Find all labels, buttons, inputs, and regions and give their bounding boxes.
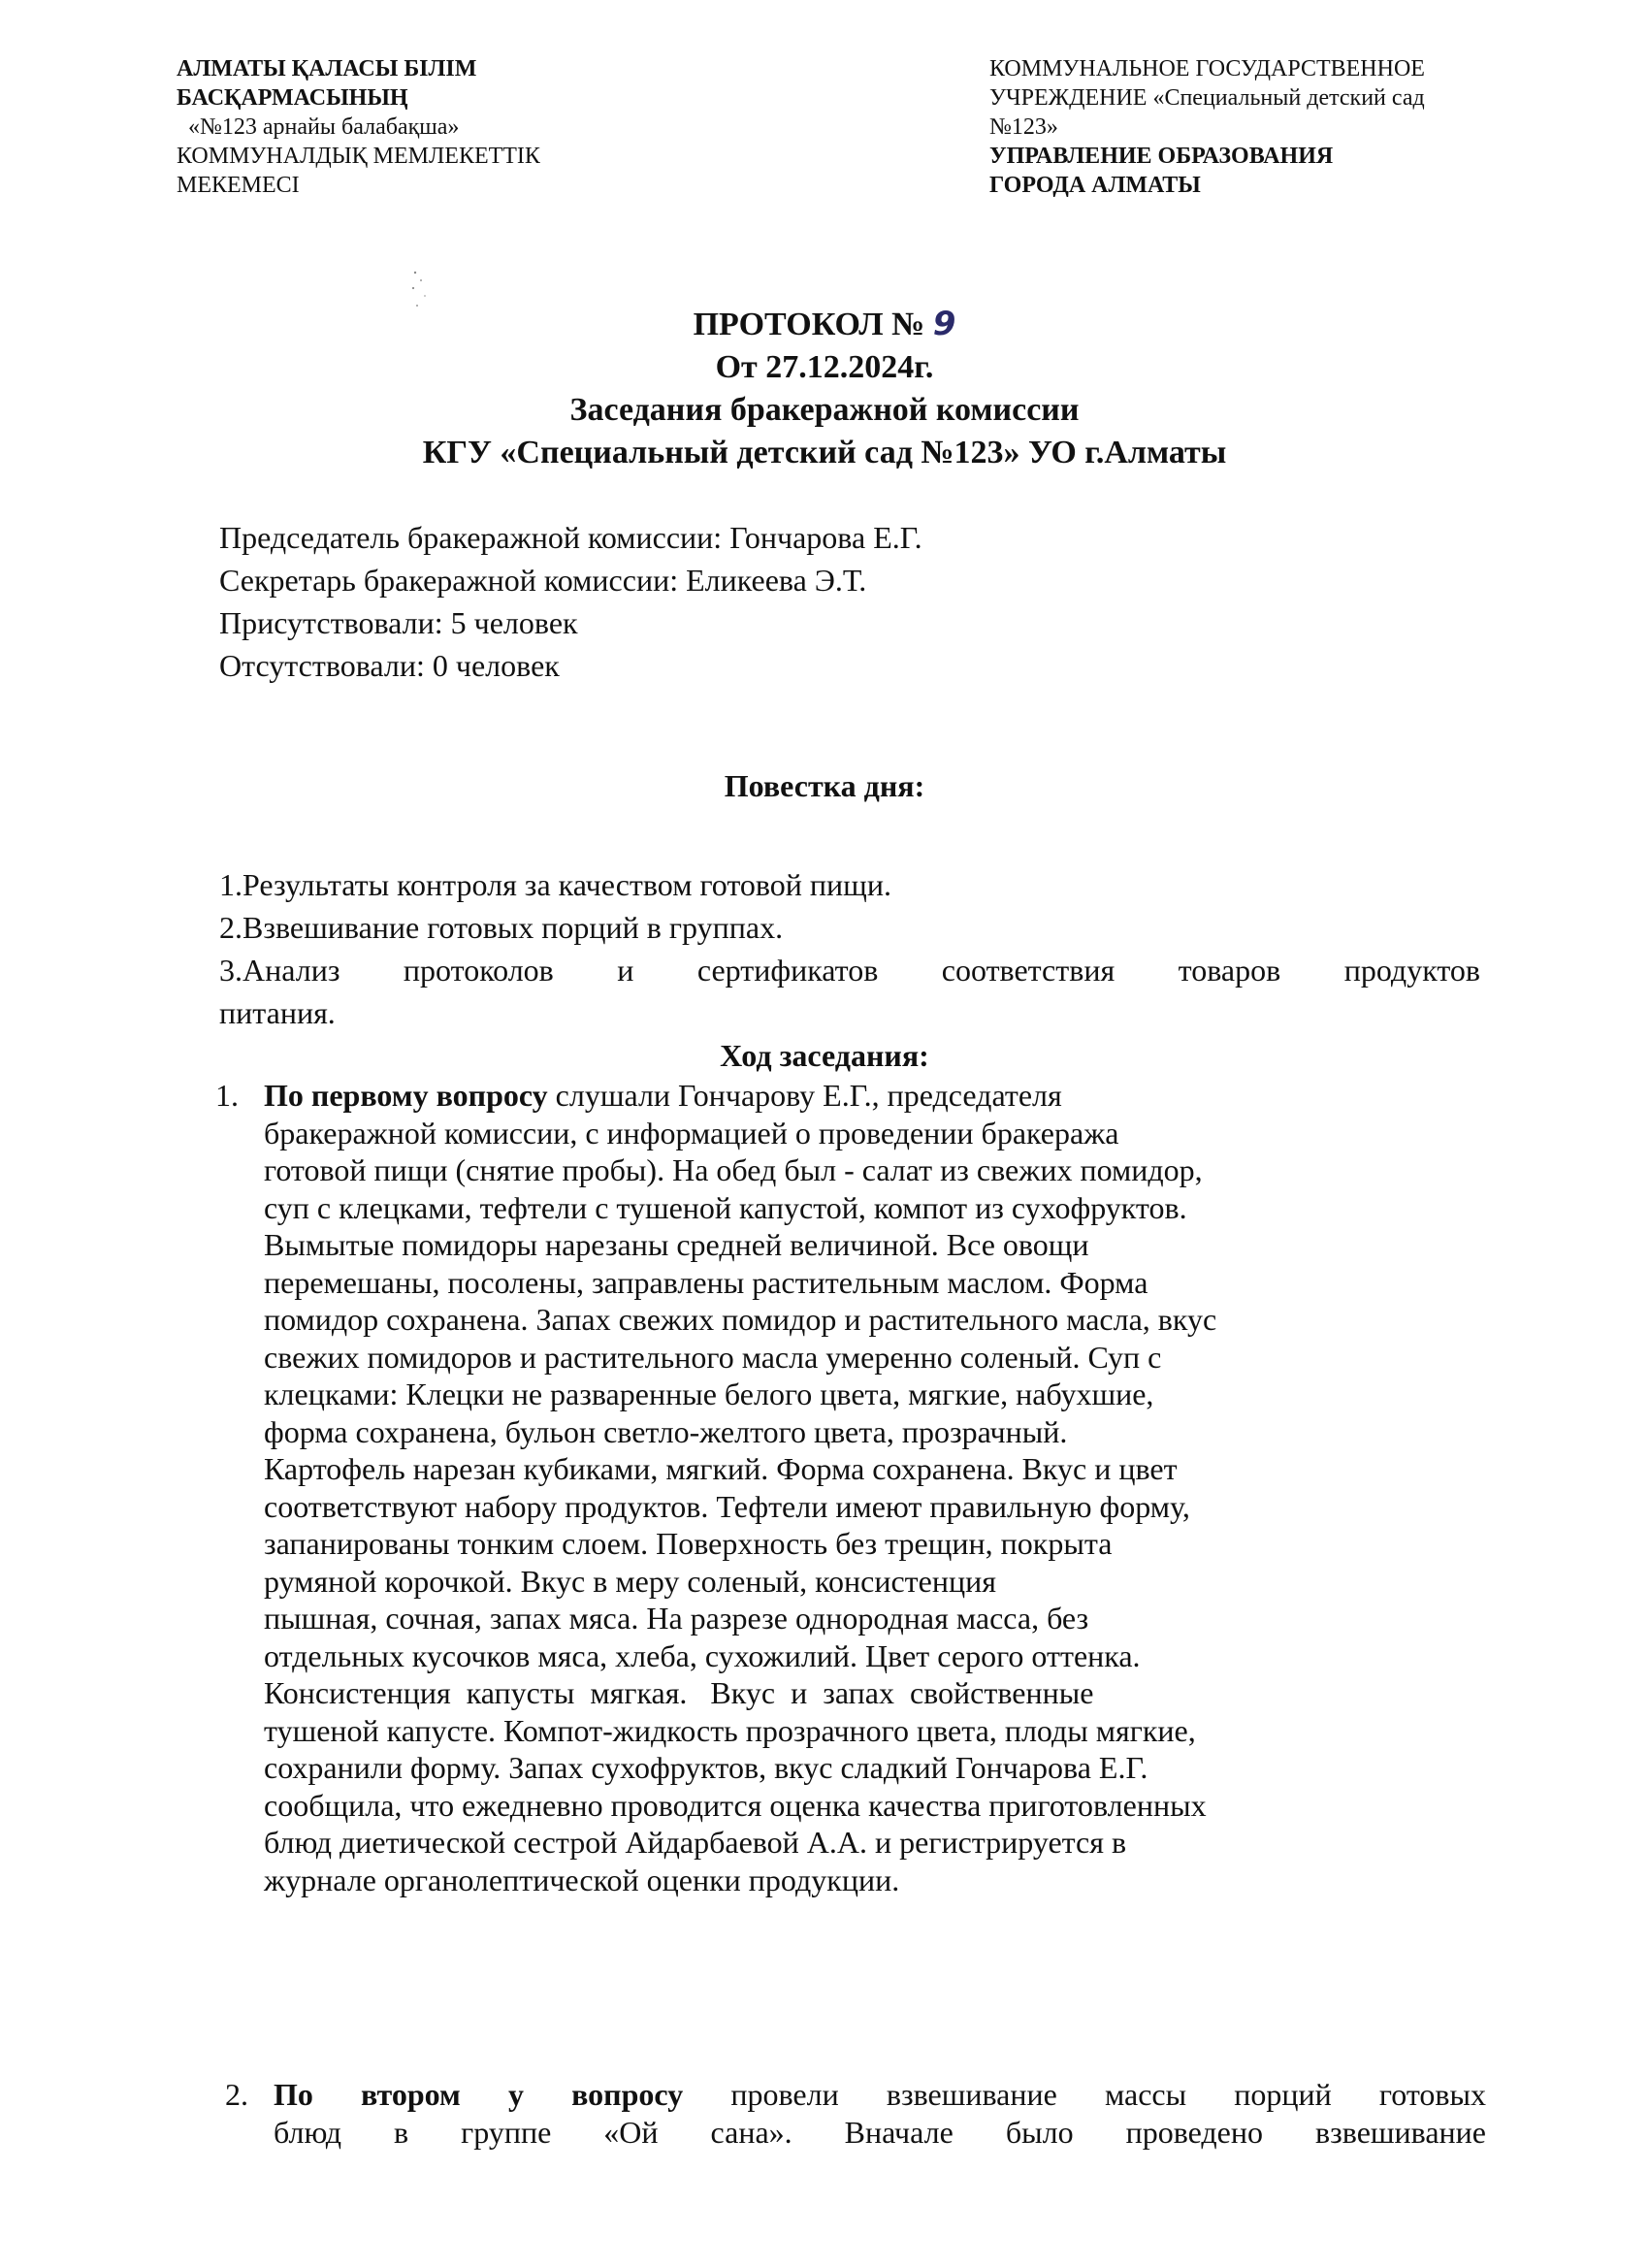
handwritten-protocol-number: 9 xyxy=(932,305,956,343)
secretary: Секретарь бракеражной комиссии: Еликеева Э.Т. xyxy=(219,563,867,598)
item-line: тушеной капусте. Компот-жидкость прозрачного цвета, плоды мягкие, xyxy=(264,1712,1196,1748)
item-line: пышная, сочная, запах мяса. На разрезе однородная масса, без xyxy=(264,1601,1089,1636)
agenda-item: 1.Результаты контроля за качеством готовой пищи. xyxy=(219,867,891,902)
proceedings-item-1 xyxy=(215,1077,1486,1898)
header-left-kazakh xyxy=(177,54,681,200)
protocol-date: От 27.12.2024г. xyxy=(715,349,934,385)
agenda-item: питания. xyxy=(219,995,336,1030)
item-line: Консистенция капусты мягкая. Вкус и запах свойственные xyxy=(264,1675,1094,1710)
agenda-item: 2.Взвешивание готовых порций в группах. xyxy=(219,910,784,945)
protocol-subtitle: Заседания бракеражной комиссии xyxy=(569,392,1080,428)
present-count: Присутствовали: 5 человек xyxy=(219,605,578,640)
item-line: помидор сохранена. Запах свежих помидор и растительного масла, вкус xyxy=(264,1302,1217,1337)
item-line: сохранили форму. Запах сухофруктов, вкус сладкий Гончарова Е.Г. xyxy=(264,1750,1148,1785)
absent-count: Отсутствовали: 0 человек xyxy=(219,648,560,683)
agenda-item: 3.Анализ протоколов и сертификатов соответствия товаров продуктов xyxy=(219,953,1480,988)
meeting-info xyxy=(219,516,922,687)
item-line: клецками: Клецки не разваренные белого цвета, мягкие, набухшие, xyxy=(264,1377,1154,1411)
item-line: форма сохранена, бульон светло-желтого цвета, прозрачный. xyxy=(264,1413,1068,1449)
header-left-line: АЛМАТЫ ҚАЛАСЫ БІЛІМ xyxy=(177,56,477,81)
item-line: отдельных кусочков мяса, хлеба, сухожилий. Цвет серого оттенка. xyxy=(264,1637,1141,1673)
header-right-line: УПРАВЛЕНИЕ ОБРАЗОВАНИЯ xyxy=(989,144,1334,169)
header-right-line: ГОРОДА АЛМАТЫ xyxy=(989,173,1201,198)
item-line: запанированы тонким слоем. Поверхность без трещин, покрыта xyxy=(264,1526,1113,1561)
item-line: сообщила, что ежедневно проводится оценка качества приготовленных xyxy=(264,1787,1207,1823)
item-first-rest: слушали Гончарову Е.Г., председателя xyxy=(547,1078,1062,1113)
item-line: блюд в группе «Ой сана». Вначале было проведено взвешивание xyxy=(274,2114,1486,2150)
organization-name: КГУ «Специальный детский сад №123» УО г.Алматы xyxy=(422,435,1227,470)
agenda-list xyxy=(219,863,1480,1034)
header-left-line: «№123 арнайы балабақша» xyxy=(188,114,460,140)
item-line: блюд диетической сестрой Айдарбаевой А.А. и регистрируется в xyxy=(264,1825,1127,1860)
chairman: Председатель бракеражной комиссии: Гончарова Е.Г. xyxy=(219,520,922,555)
item-line: Вымытые помидоры нарезаны средней величиной. Все овощи xyxy=(264,1227,1089,1262)
header-right-line: КОММУНАЛЬНОЕ ГОСУДАРСТВЕННОЕ xyxy=(989,56,1425,81)
document-title xyxy=(0,303,1649,474)
header-right-line: №123» xyxy=(989,114,1058,140)
protocol-heading: ПРОТОКОЛ № 9 xyxy=(693,305,956,343)
item-line: готовой пищи (снятие пробы). На обед был - салат из свежих помидор, xyxy=(264,1152,1203,1187)
proceedings-item-2 xyxy=(225,2076,1487,2151)
item-number: 1. xyxy=(215,1078,239,1113)
item-line: бракеражной комиссии, с информацией о проведении бракеража xyxy=(264,1115,1119,1150)
item-line: Картофель нарезан кубиками, мягкий. Форма сохранена. Вкус и цвет xyxy=(264,1451,1178,1486)
header-left-line: МЕКЕМЕСІ xyxy=(177,173,300,198)
item-line: румяной корочкой. Вкус в меру соленый, консистенция xyxy=(264,1563,996,1599)
item-line: свежих помидоров и растительного масла умеренно соленый. Суп с xyxy=(264,1339,1162,1375)
item-line: перемешаны, посолены, заправлены растительным маслом. Форма xyxy=(264,1264,1148,1300)
item-number: 2. xyxy=(225,2077,248,2112)
item-lead: По втором у вопросу xyxy=(274,2077,684,2112)
item-line: суп с клецками, тефтели с тушеной капустой, компот из сухофруктов. xyxy=(264,1189,1187,1225)
item-lead: По первому вопросу xyxy=(264,1078,548,1113)
item-first-line xyxy=(274,2076,1486,2114)
item-first-rest: провели взвешивание массы порций готовых xyxy=(683,2077,1487,2112)
item-line: журнале органолептической оценки продукции. xyxy=(264,1862,900,1897)
header-left-line: БАСҚАРМАСЫНЫҢ xyxy=(177,85,408,111)
header-left-line: КОММУНАЛДЫҚ МЕМЛЕКЕТТІК xyxy=(177,144,540,169)
header-right-line: УЧРЕЖДЕНИЕ «Специальный детский сад xyxy=(989,85,1425,111)
agenda-title: Повестка дня: xyxy=(724,768,925,803)
proceedings-title: Ход заседания: xyxy=(720,1038,929,1073)
item-line: соответствуют набору продуктов. Тефтели имеют правильную форму, xyxy=(264,1488,1190,1524)
item-first-line xyxy=(264,1077,1486,1115)
header-right-russian xyxy=(989,54,1533,200)
